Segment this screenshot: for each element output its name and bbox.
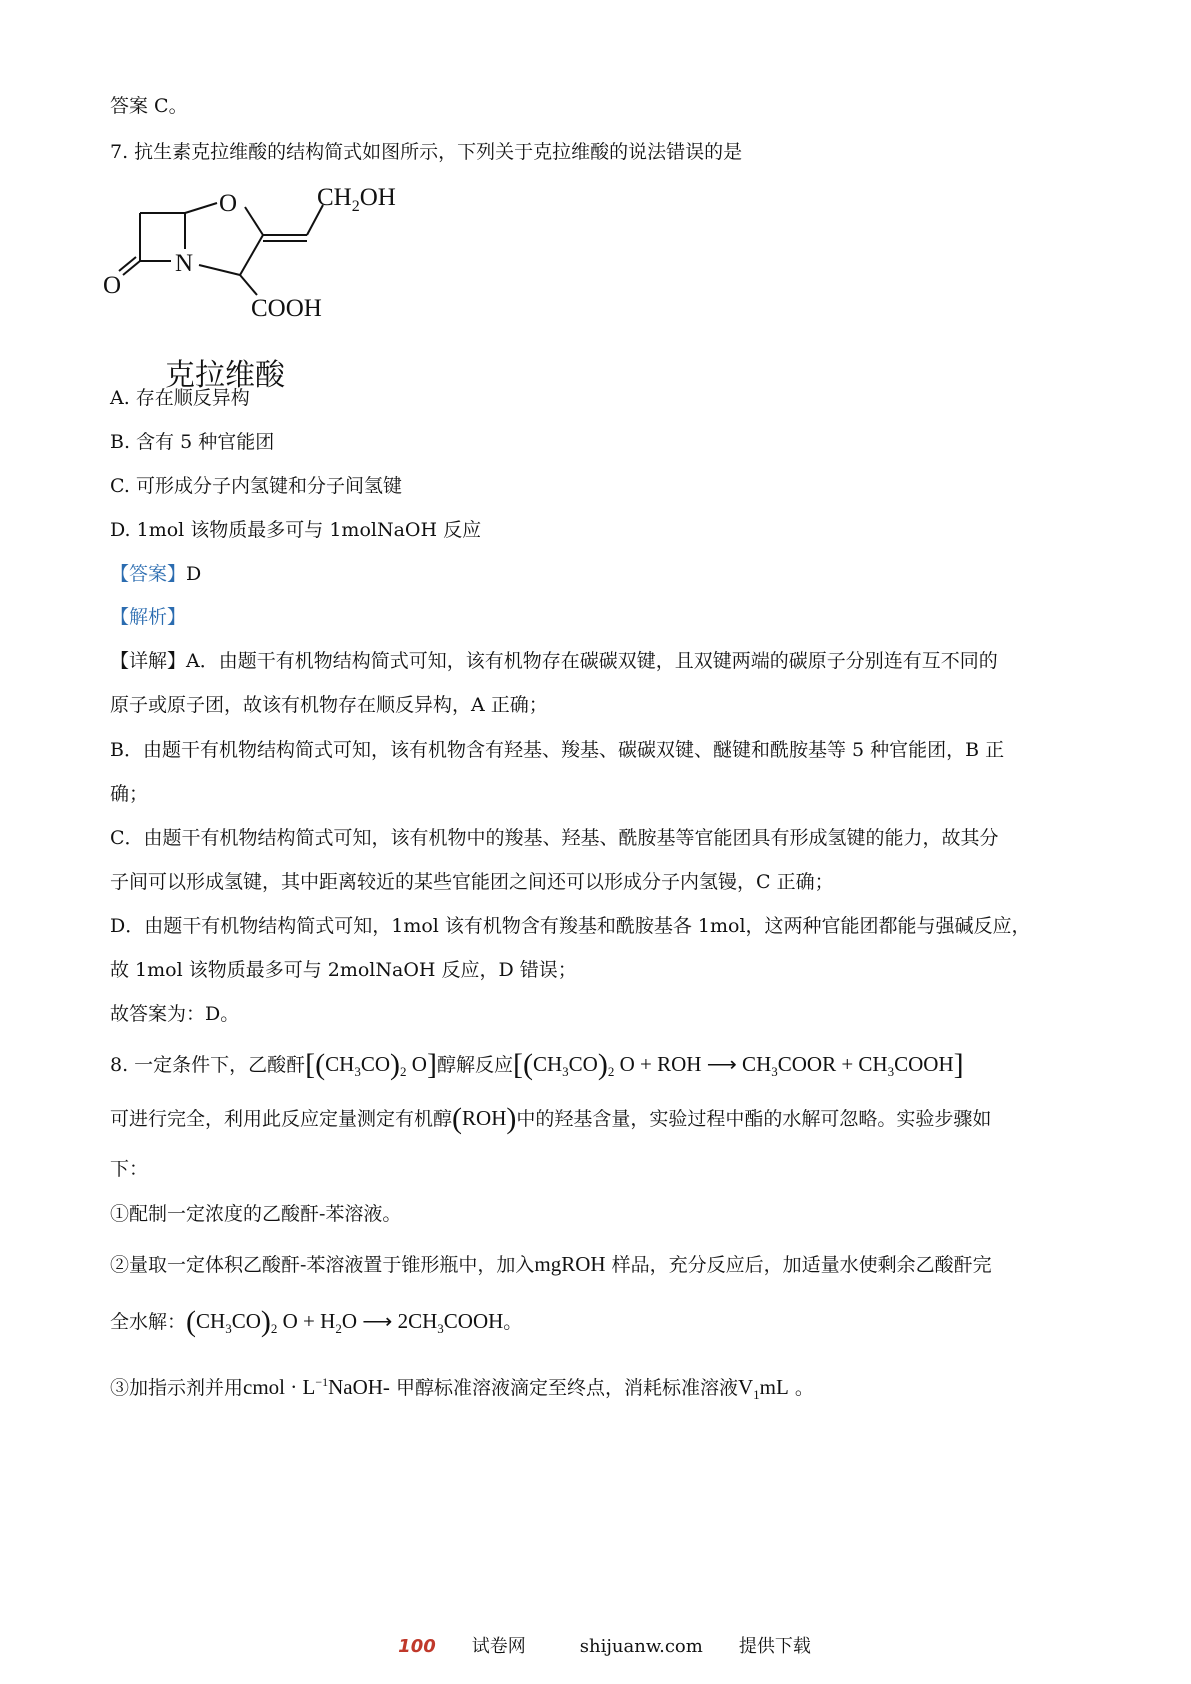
- cooh-label: COOH: [251, 295, 322, 322]
- explanation-line: D．由题干有机物结构简式可知，1mol 该有机物含有羧基和酰胺基各 1mol，这两种官能团都能与强碱反应，: [110, 915, 1031, 937]
- q8-step2-cont: 全水解：$(CH_3CO)_2$ $O + H_2O$ ⟶ $2CH_3COOH$。: [110, 1305, 523, 1338]
- explanation-line: B．由题干有机物结构简式可知，该有机物含有羟基、羧基、碳碳双键、醚键和酰胺基等 5 种官能团，B 正: [110, 739, 1005, 761]
- answer-tag: 【答案】: [110, 563, 187, 585]
- q8-stem-line2: 可进行完全，利用此反应定量测定有机醇(ROH)中的羟基含量，实验过程中酯的水解可忽略。实验步骤如: [110, 1102, 992, 1135]
- option-a: A. 存在顺反异构: [110, 387, 250, 409]
- explanation-line: 原子或原子团，故该有机物存在顺反异构，A 正确；: [110, 694, 548, 716]
- q7-stem: 7. 抗生素克拉维酸的结构简式如图所示，下列关于克拉维酸的说法错误的是: [110, 141, 743, 163]
- q8-step3: ③加指示剂并用cmol · $L^{-1}NaOH-$ 甲醇标准溶液滴定至终点，消耗标准溶液$V_1mL$ 。: [110, 1375, 814, 1402]
- analysis-tag: 【解析】: [110, 606, 187, 628]
- explanation-line: 故 1mol 该物质最多可与 2molNaOH 反应，D 错误；: [110, 959, 577, 981]
- answer-line: [110, 560, 201, 588]
- answer-value: D: [186, 563, 202, 585]
- q8-stem-line3: 下：: [110, 1158, 149, 1180]
- site-url[interactable]: shijuanw.com: [579, 1636, 703, 1657]
- page-footer: [0, 1632, 1191, 1658]
- explanation-line: C．由题干有机物结构简式可知，该有机物中的羧基、羟基、酰胺基等官能团具有形成氢键的能力，故其分: [110, 827, 999, 849]
- site-logo: 100 试卷网: [398, 1636, 526, 1657]
- clavulanic-acid-structure: [95, 175, 425, 340]
- q8-step2: ②量取一定体积乙酸酐-苯溶液置于锥形瓶中，加入mgROH 样品，充分反应后，加适量水使剩余乙酸酐完: [110, 1252, 992, 1276]
- option-b: B. 含有 5 种官能团: [110, 431, 275, 453]
- ring-oxygen-label: O: [219, 190, 238, 217]
- explanation-line: 子间可以形成氢键，其中距离较近的某些官能团之间还可以形成分子内氢镘，C 正确；: [110, 871, 834, 893]
- q8-stem-line1: 8. 一定条件下，乙酸酐[$(CH_3CO)_2$ O]醇解反应[$(CH_3CO)_2$ O + ROH ⟶ $CH_3COOR$ + $CH_3COOH$]: [110, 1048, 964, 1081]
- explanation-line: 确；: [110, 783, 149, 805]
- option-c: C. 可形成分子内氢键和分子间氢键: [110, 475, 402, 497]
- explanation-line: 故答案为：D。: [110, 1003, 240, 1025]
- carbonyl-oxygen-label: O: [103, 272, 122, 299]
- previous-answer: 答案 C。: [110, 95, 188, 117]
- ch2oh-label: $CH_2OH$: [317, 184, 396, 215]
- explanation-line: 【详解】A．由题干有机物结构简式可知，该有机物存在碳碳双键，且双键两端的碳原子分别连有互不同的: [110, 650, 998, 672]
- nitrogen-label: N: [175, 250, 194, 277]
- structure-name: 克拉维酸: [165, 358, 285, 393]
- q8-step1: ①配制一定浓度的乙酸酐-苯溶液。: [110, 1203, 402, 1225]
- download-note: 提供下载: [738, 1636, 811, 1657]
- option-d: D. 1mol 该物质最多可与 1molNaOH 反应: [110, 519, 482, 541]
